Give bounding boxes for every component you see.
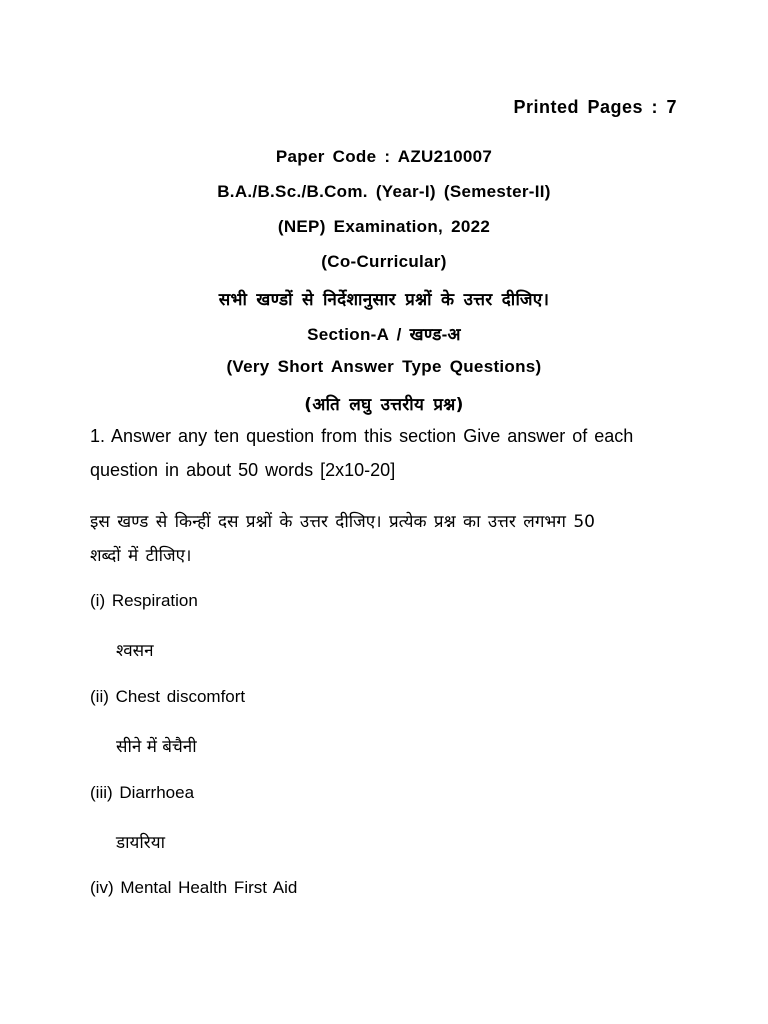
item-2-english: (ii) Chest discomfort — [90, 687, 246, 706]
printed-pages: Printed Pages : 7 — [513, 97, 677, 117]
course-title: B.A./B.Sc./B.Com. (Year-I) (Semester-II) — [217, 182, 551, 201]
item-1-english: (i) Respiration — [90, 591, 198, 610]
item-3-hindi: डायरिया — [116, 833, 165, 853]
question-1-line-2: question in about 50 words [2x10-20] — [90, 460, 396, 480]
question-1-hindi-line-1: इस खण्ड से किन्हीं दस प्रश्नों के उत्तर दीजिए। प्रत्येक प्रश्न का उत्तर लगभग 50 — [90, 512, 595, 532]
instruction-hindi: सभी खण्डों से निर्देशानुसार प्रश्नों के उत्तर दीजिए। — [218, 290, 550, 310]
exam-title: (NEP) Examination, 2022 — [277, 217, 491, 236]
item-3-english: (iii) Diarrhoea — [90, 783, 195, 802]
question-1-hindi-line-2: शब्दों में टीजिए। — [90, 546, 192, 566]
subject-title: (Co-Curricular) — [321, 252, 447, 271]
item-2-hindi: सीने में बेचैनी — [116, 737, 197, 757]
item-1-hindi: श्वसन — [116, 641, 154, 661]
item-4-english: (iv) Mental Health First Aid — [90, 878, 298, 897]
question-type-heading: (Very Short Answer Type Questions) — [226, 357, 542, 376]
section-heading: Section-A / खण्ड-अ — [307, 325, 461, 344]
paper-code: Paper Code : AZU210007 — [275, 147, 493, 166]
question-type-hindi: (अति लघु उत्तरीय प्रश्न) — [304, 395, 464, 415]
question-1-line-1: 1. Answer any ten question from this section Give answer of each — [90, 426, 634, 446]
